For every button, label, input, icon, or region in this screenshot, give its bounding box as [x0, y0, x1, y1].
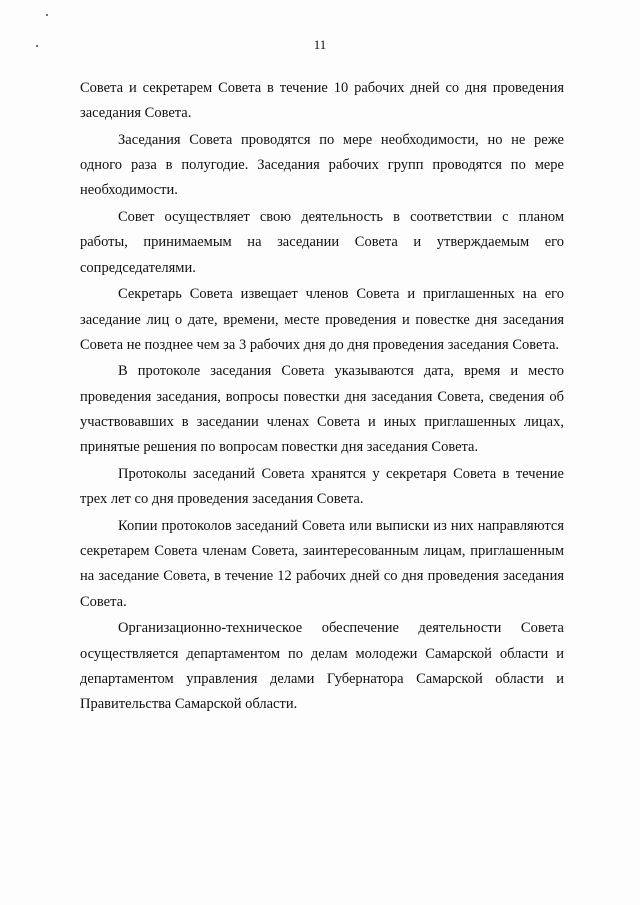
document-body — [80, 76, 564, 719]
page-number: 11 — [313, 37, 327, 52]
paragraph-protocol-copies: Копии протоколов заседаний Совета или выписки из них направляются секретарем Совета членам Совета, заинтересованным лицам, приглашенным на заседание Совета, в течение 12 рабочих дней со дня проведения заседания Совета. — [80, 517, 564, 610]
paragraph-continuation: Совета и секретарем Совета в течение 10 рабочих дней со дня проведения заседания Совета. — [80, 80, 564, 122]
paragraph-work-plan: Совет осуществляет свою деятельность в соответствии с планом работы, принимаемым на заседании Совета и утверждаемым его сопредседателями. — [80, 209, 564, 276]
paragraph-organizational-support: Организационно-техническое обеспечение деятельности Совета осуществляется департаментом по делам молодежи Самарской области и департаментом управления делами Губернатора Самарской области и Правительства Самарской области. — [80, 620, 564, 713]
scan-speck — [46, 14, 48, 16]
paragraph-protocol-contents: В протоколе заседания Совета указываются дата, время и место проведения заседания, вопросы повестки дня заседания Совета, сведения об участвовавших в заседании членах Совета и иных приглашенных лицах, принятые решения по вопросам повестки дня заседания Совета. — [80, 363, 564, 456]
paragraph-notification: Секретарь Совета извещает членов Совета и приглашенных на его заседание лиц о дате, времени, месте проведения и повестке дня заседания Совета не позднее чем за 3 рабочих дня до дня проведения заседания Совета. — [80, 286, 564, 353]
paragraph-meeting-frequency: Заседания Совета проводятся по мере необходимости, но не реже одного раза в полугодие. Заседания рабочих групп проводятся по мере необходимости. — [80, 131, 564, 199]
paragraph-protocol-storage: Протоколы заседаний Совета хранятся у секретаря Совета в течение трех лет со дня проведения заседания Совета. — [80, 465, 564, 508]
